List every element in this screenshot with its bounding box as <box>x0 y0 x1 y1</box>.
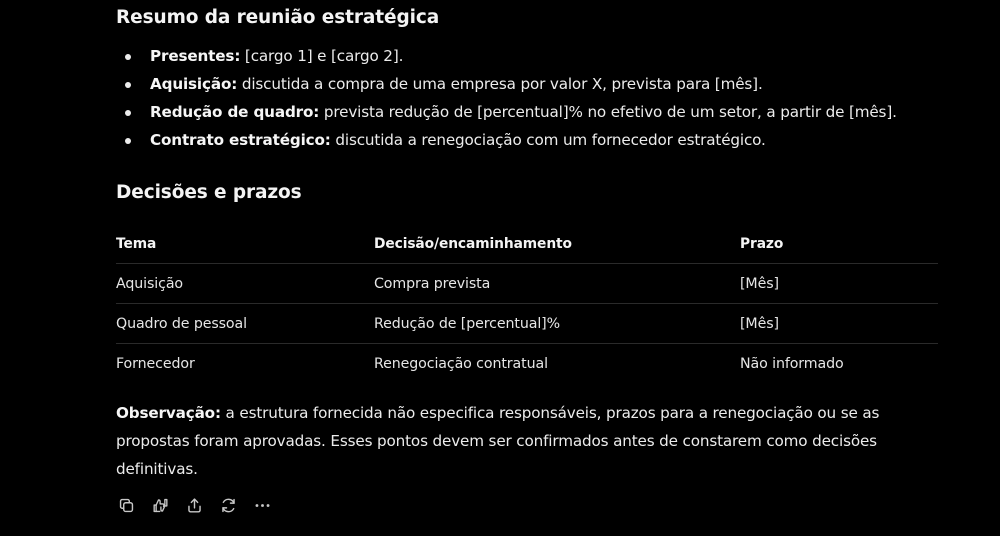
share-button[interactable] <box>184 495 204 515</box>
column-header-tema: Tema <box>116 225 374 264</box>
message-actions <box>116 493 286 517</box>
table-cell: Fornecedor <box>116 355 195 372</box>
table-cell: Redução de [percentual]% <box>374 304 740 344</box>
bullet-dot <box>125 110 131 116</box>
table-cell: Renegociação contratual <box>374 355 548 372</box>
copy-button[interactable] <box>116 495 136 515</box>
column-header-prazo: Prazo <box>740 225 938 264</box>
note-text: a estrutura fornecida não especifica responsáveis, prazos para a renegociação ou se as propostas foram aprovadas. Esses pontos devem ser confirmados antes de constarem como decisões definitivas. <box>116 404 880 478</box>
list-item <box>116 72 938 100</box>
regenerate-icon <box>219 496 238 515</box>
column-header-decisao: Decisão/encaminhamento <box>374 225 740 264</box>
list-item <box>116 100 938 128</box>
feedback-icon <box>151 496 170 515</box>
item-text: prevista redução de [percentual]% no efetivo de um setor, a partir de [mês]. <box>319 103 897 121</box>
regenerate-button[interactable] <box>218 495 238 515</box>
table-cell: Aquisição <box>116 264 374 304</box>
bullet-dot <box>125 82 131 88</box>
item-text: discutida a compra de uma empresa por valor X, prevista para [mês]. <box>237 75 763 93</box>
bullet-dot <box>125 138 131 144</box>
decisions-heading: Decisões e prazos <box>116 182 302 203</box>
list-item <box>116 44 938 72</box>
item-label: Redução de quadro: <box>150 103 320 121</box>
table-cell: Não informado <box>740 355 844 372</box>
table-row <box>116 344 938 384</box>
decisions-table <box>116 225 938 383</box>
observation-note <box>116 399 916 483</box>
more-button[interactable] <box>252 495 272 515</box>
summary-heading: Resumo da reunião estratégica <box>116 7 440 28</box>
more-icon <box>253 496 272 515</box>
table-cell: [Mês] <box>740 304 938 344</box>
item-label: Contrato estratégico: <box>150 131 331 149</box>
table-row <box>116 304 938 344</box>
table-cell: [Mês] <box>740 264 938 304</box>
table-header-row <box>116 225 938 264</box>
table-cell: Quadro de pessoal <box>116 304 374 344</box>
item-text: [cargo 1] e [cargo 2]. <box>240 47 404 65</box>
share-icon <box>185 496 204 515</box>
summary-list <box>116 44 938 156</box>
list-item <box>116 128 938 156</box>
item-label: Aquisição: <box>150 75 238 93</box>
item-label: Presentes: <box>150 47 241 65</box>
feedback-button[interactable] <box>150 495 170 515</box>
note-label: Observação: <box>116 404 221 422</box>
item-text: discutida a renegociação com um fornecedor estratégico. <box>330 131 766 149</box>
table-row <box>116 264 938 304</box>
copy-icon <box>117 496 136 515</box>
table-cell: Compra prevista <box>374 264 740 304</box>
bullet-dot <box>125 54 131 60</box>
